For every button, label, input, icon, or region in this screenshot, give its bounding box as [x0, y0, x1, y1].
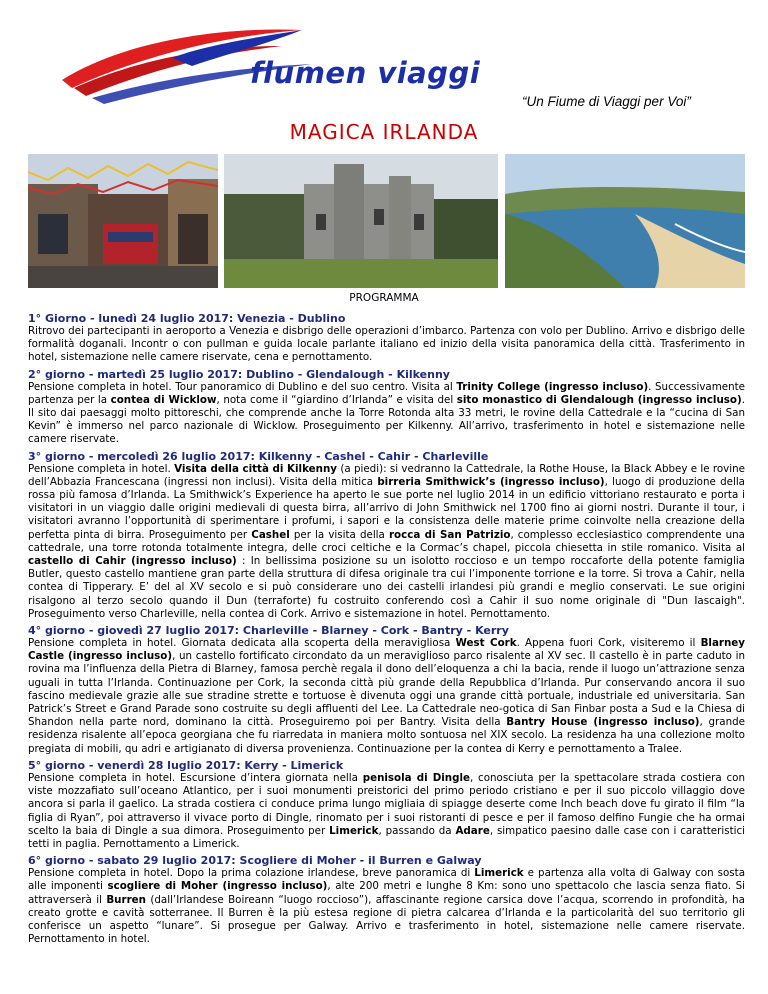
itinerary	[28, 309, 745, 946]
day-6	[28, 854, 745, 946]
day-title: 1° Giorno - lunedì 24 luglio 2017: Venezia - Dublino	[28, 312, 346, 325]
day-text: Pensione completa in hotel. Dopo la prima colazione irlandese, breve panoramica di Limerick e partenza alla volta di Galway con sosta alle imponenti scogliere di Moher (ingresso incluso), alte 200 metri e lunghe 8 Km: sono uno spettacolo che lascia senza fiato. Si attraverserà il Burren (dall’Irlandese Boireann “luogo roccioso”), affascinante regione carsica dove l’acqua, scorrendo in profondità, ha creato grotte e cavità sotterranee. Il Burren è la più estesa regione di pietra calcarea d’Irlanda e la particolarità del suo territorio gli conferisce un aspetto “lunare”. Si prosegue per Galway. Arrivo e trasferimento in hotel, sistemazione nelle camere riservate. Pernottamento in hotel.	[28, 867, 746, 946]
slogan: “Un Fiume di Viaggi per Voi”	[522, 94, 691, 109]
day-text: Pensione completa in hotel. Giornata dedicata alla scoperta della meravigliosa West Cork. Appena fuori Cork, visiteremo il Blarney Castle (ingresso incluso), un castello fortificato circondato da un meraviglioso parco risalente al XV sec. Il castello è in parte caduto in rovina ma l’influenza della Pietra di Blarney, famosa perchè regala il dono dell’eloquenza a chi la bacia, rende il luogo un’attrazione senza uguali in tutta l’Irlanda. Continuazione per Cork, la seconda città più grande della Repubblica d’Irlanda. Pur conservando ancora il suo fascino medievale grazie alle sue stradine strette e tortuose è divenuta oggi una grande città portuale, industriale ed universitaria. San Patrick’s Street e Grand Parade sono costruite su degli affluenti del Lee. La Cattedrale neo-gotica di San Finbar posta a Sud e la Chiesa di Shandon nella parte nord, dominano la città. Proseguiremo poi per Bantry. Visita della Bantry House (ingresso incluso), grande residenza risalente all’epoca georgiana che fu riarredata in maniera molto sontuosa nel XIX secolo. La residenza ha una collezione molto pregiata di mobili, qu adri e artigianato di diversa provenienza. Continuazione per la contea di Kerry e pernottamento a Tralee.	[28, 637, 745, 755]
logo-text: flumen viaggi	[250, 56, 481, 90]
day-text: Pensione completa in hotel. Tour panoramico di Dublino e del suo centro. Visita al Trinity College (ingresso incluso). Successivamente partenza per la contea di Wicklow, nota come il “giardino d’Irlanda” e visita del sito monastico di Glendalough (ingresso incluso). Il sito dai paesaggi molto pittoreschi, che comprende anche la Torre Rotonda alta 33 metri, le rovine della Cattedrale e la “cucina di San Kevin” è immerso nel parco nazionale di Wicklow. Proseguimento per Kilkenny. All’arrivo, trasferimento in hotel e sistemazione nelle camere riservate.	[28, 380, 745, 446]
day-title: 4° giorno - giovedì 27 luglio 2017: Charleville - Blarney - Cork - Bantry - Kerry	[28, 624, 509, 638]
day-text: Ritrovo dei partecipanti in aeroporto a Venezia e disbrigo delle operazioni d’imbarco. Partenza con volo per Dublino. Arrivo e disbrigo delle formalità doganali. Incontr o con pullman e guida locale parlante italiano ed inizio della visita panoramica della città. Trasferimento in hotel, sistemazione nelle camere riservate, cena e pernottamento.	[28, 325, 745, 364]
photo-coast	[505, 154, 745, 288]
day-text: Pensione completa in hotel. Visita della città di Kilkenny (a piedi): si vedranno la Cattedrale, la Rothe House, la Black Abbey e le rovine dell’Abbazia Francescana (ingressi non inclusi). Visita della mitica birreria Smithwick’s (ingresso incluso), luogo di produzione della rossa più famosa d’Irlanda. La Smithwick’s Experience ha aperto le sue porte nel luglio 2014 in un edificio vittoriano restaurato e porta i visitatori in un viaggio dalle origini medievali di questa birra, all’arrivo di John Smithwick nel 1700 fino ai giorni nostri. Durante il tour, i visitatori avranno l’opportunità di sperimentare i profumi, i sapori e la consistenza delle materie prime coinvolte nella creazione della perfetta pinta di birra. Proseguimento per Cashel per la visita della rocca di San Patrizio, complesso ecclesiastico comprendente una cattedrale, una torre rotonda totalmente integra, delle croci celtiche e la Cormac’s chapel, piccola chiesetta in stile romanico. Visita al castello di Cahir (ingresso incluso) : In bellissima posizione su un isolotto roccioso e un tempo roccaforte della potente famiglia Butler, questo castello mantiene gran parte della struttura di difesa originale tra cui l’imponente torrione e la torre. Si trova a Cahir, nella contea di Tipperary. E’ del al XV secolo e si può considerare uno dei castelli irlandesi più grandi e meglio conservati. Le sue origini risalgono al terzo secolo quando il Dun (terraforte) fu costruito conferendo così a Cahir il suo nome originale di "Dun Iascaigh". Proseguimento verso Charleville, nella contea di Cork. Arrivo e sistemazione in hotel. Pernottamento.	[28, 462, 745, 620]
photo-castle	[224, 154, 498, 288]
day-title: 2° giorno - martedì 25 luglio 2017: Dublino - Glendalough - Kilkenny	[28, 367, 450, 381]
day-2	[28, 368, 745, 447]
programma-label: PROGRAMMA	[349, 292, 419, 304]
day-title: 6° giorno - sabato 29 luglio 2017: Scogliere di Moher - il Burren e Galway	[28, 854, 482, 868]
photo-street-pub	[28, 154, 218, 288]
day-text: Pensione completa in hotel. Escursione d’intera giornata nella penisola di Dingle, conosciuta per la spettacolare strada costiera con viste mozzafiato sull’oceano Atlantico, per i suoi monumenti preistorici del primo periodo cristiano e per il suo piccolo villaggio dove ancora si parla il gaelico. La strada costiera ci conduce prima lungo migliaia di spiagge deserte come Inch beach dove fu girato il film “la figlia di Ryan”, poi attraverso il vivace porto di Dingle, rinomato per i suoi ristoranti di pesce e per il famoso delfino Fungie che ha ormai scelto la baia di Dingle a sua dimora. Proseguimento per Limerick, passando da Adare, simpatico paesino dalle case con i caratteristici tetti in paglia. Pernottamento a Limerick.	[28, 771, 746, 850]
day-title: 3° giorno - mercoledì 26 luglio 2017: Kilkenny - Cashel - Cahir - Charleville	[28, 449, 489, 463]
day-4	[28, 624, 745, 756]
day-3	[28, 450, 745, 621]
day-5	[28, 759, 745, 851]
day-1	[28, 312, 745, 365]
page-title: MAGICA IRLANDA	[289, 120, 479, 144]
day-title: 5° giorno - venerdì 28 luglio 2017: Kerry - Limerick	[28, 758, 344, 772]
